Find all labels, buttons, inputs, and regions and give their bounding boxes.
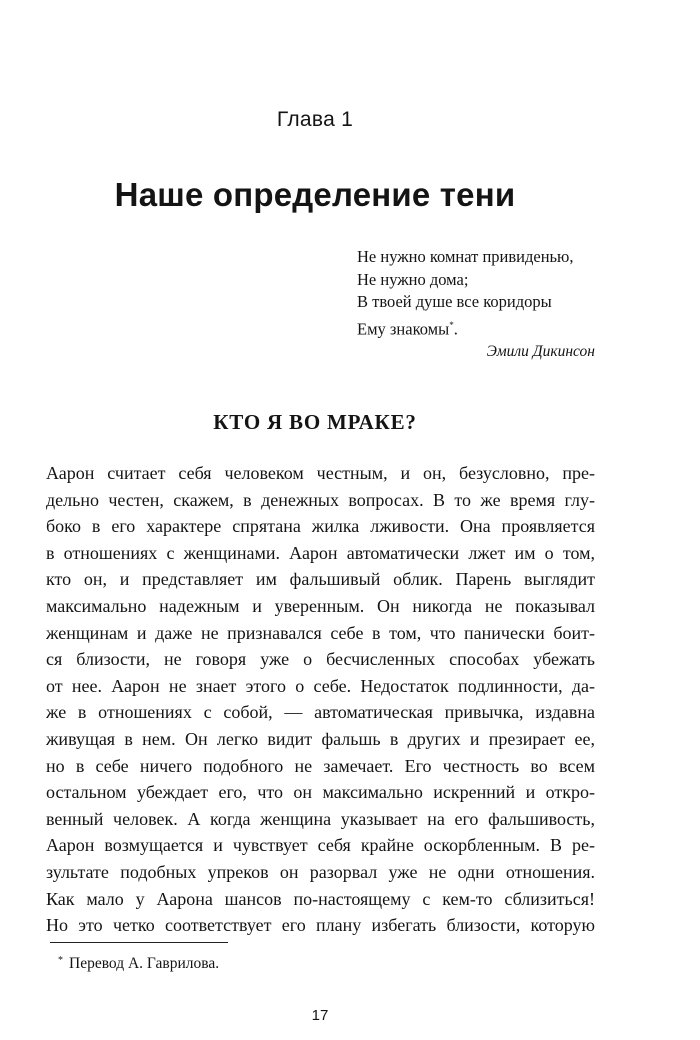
body-line: но в себе ничего подобного не замечает. Его честность во всем [46, 755, 595, 776]
footnote-marker: * [58, 955, 63, 966]
body-line: ся близости, не говоря уже о бесчисленных способах убежать [46, 649, 595, 670]
body-line: остальном убеждает его, что он максимально искренний и откро- [46, 782, 595, 803]
footnote-text: Перевод А. Гаврилова. [69, 955, 220, 972]
body-line: зультате подобных упреков он разорвал уже не одни отношения. [46, 861, 595, 882]
epigraph [357, 246, 595, 341]
epigraph-line: Не нужно комнат привиденью, [357, 247, 574, 266]
body-line: Аарон возмущается и чувствует себя крайне оскорбленным. В ре- [46, 835, 595, 856]
epigraph-author: Эмили Дикинсон [486, 343, 595, 360]
body-line: кто он, и представляет им фальшивый облик. Парень выглядит [46, 569, 595, 590]
epigraph-footnote-marker: * [449, 319, 454, 330]
chapter-title: Наше определение тени [114, 176, 516, 213]
body-line: венный человек. А когда женщина указывает на его фальшивость, [46, 808, 595, 829]
footnote-divider [50, 942, 228, 943]
epigraph-line-end: . [453, 319, 458, 338]
body-line: максимально надежным и уверенным. Он никогда не показывал [46, 595, 595, 616]
body-line: дельно честен, скажем, в денежных вопросах. В то же время глу- [46, 489, 595, 510]
body-line: боко в его характере спрятана жилка лживости. Она проявляется [46, 516, 595, 537]
body-line: женщинам и даже не признавался себе в том, что панически боит- [46, 622, 595, 643]
epigraph-line-text: Ему знакомы [357, 319, 450, 338]
body-line: живущая в нем. Он легко видит фальшь в других и презирает ее, [46, 728, 595, 749]
body-line: же в отношениях с собой, — автоматическая привычка, издавна [46, 702, 595, 723]
body-line: Аарон считает себя человеком честным, и он, безусловно, пре- [46, 463, 595, 483]
epigraph-line: В твоей душе все коридоры [357, 292, 552, 311]
section-heading: КТО Я ВО МРАКЕ? [213, 410, 417, 434]
body-line: в отношениях с женщинами. Аарон автоматически лжет им о том, [46, 542, 595, 563]
body-line: от нее. Аарон не знает этого о себе. Недостаток подлинности, да- [46, 675, 595, 696]
body-paragraph [46, 460, 595, 939]
footnote [58, 955, 219, 973]
body-line: Как мало у Аарона шансов по-настоящему с кем-то сблизиться! [46, 888, 595, 909]
body-line: Но это четко соответствует его плану избегать близости, которую [46, 915, 595, 936]
chapter-label: Глава 1 [276, 108, 354, 131]
epigraph-line: Не нужно дома; [357, 269, 469, 289]
page-number: 17 [311, 1007, 329, 1024]
epigraph-line-last [357, 314, 595, 341]
